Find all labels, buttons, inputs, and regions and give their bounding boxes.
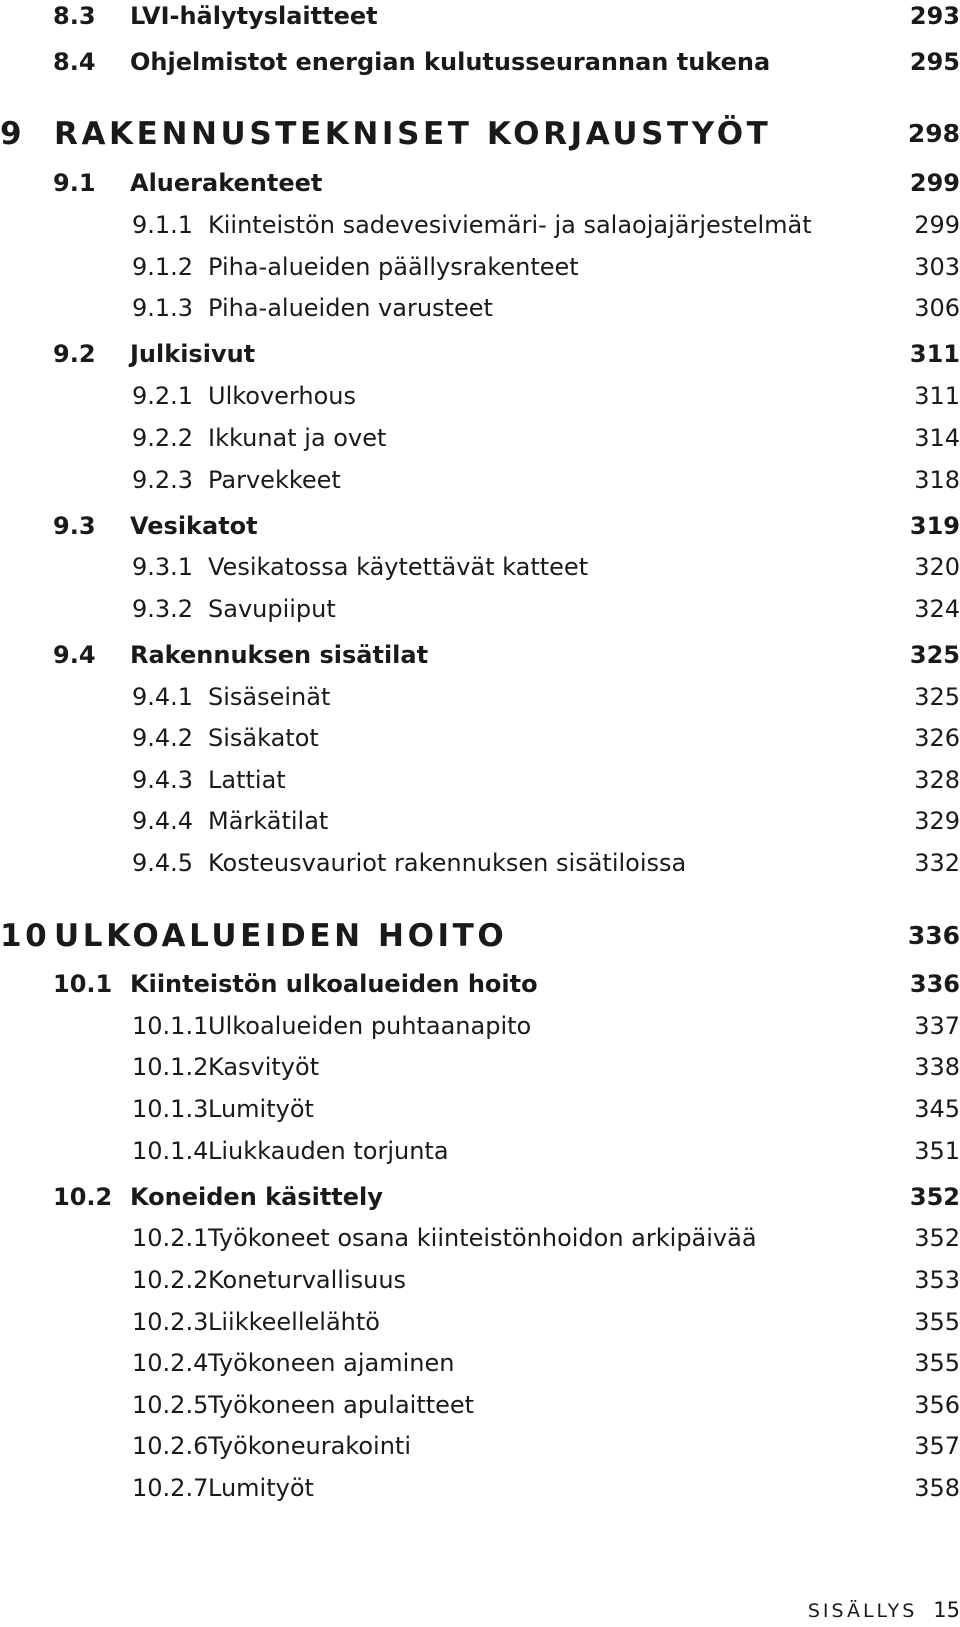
toc-subsection-title: Vesikatossa käytettävät katteet [208, 553, 589, 581]
toc-subsection-row [0, 760, 960, 800]
toc-section-page: 293 [909, 2, 960, 30]
toc-subsection-number: 10.1.4 [132, 1137, 209, 1165]
toc-subsection-page: 306 [914, 294, 960, 322]
toc-subsection-number: 10.2.4 [132, 1349, 209, 1377]
toc-subsection-number: 10.2.6 [132, 1432, 209, 1460]
toc-subsection-title: Savupiiput [208, 595, 336, 623]
toc-section-title: Koneiden käsittely [130, 1183, 383, 1211]
toc-subsection-title: Työkoneen apulaitteet [208, 1391, 475, 1419]
toc-subsection-title: Parvekkeet [208, 466, 341, 494]
toc-subsection-title: Liukkauden torjunta [208, 1137, 449, 1165]
toc-subsection-number: 10.2.7 [132, 1474, 209, 1502]
toc-subsection-row [0, 1006, 960, 1046]
toc-subsection-row [0, 288, 960, 328]
toc-subsection-page: 351 [914, 1137, 960, 1165]
toc-section-page: 325 [909, 641, 960, 669]
toc-subsection-title: Kasvityöt [208, 1053, 320, 1081]
toc-subsection-page: 358 [914, 1474, 960, 1502]
toc-section-title: Julkisivut [130, 340, 256, 368]
toc-subsection-page: 338 [914, 1053, 960, 1081]
toc-subsection-row [0, 460, 960, 500]
toc-section-row [0, 0, 960, 36]
toc-subsection-number: 9.4.4 [132, 807, 194, 835]
toc-subsection-page: 314 [914, 424, 960, 452]
toc-subsection-title: Työkoneen ajaminen [208, 1349, 455, 1377]
toc-subsection-page: 325 [914, 683, 960, 711]
toc-subsection-row [0, 1302, 960, 1342]
footer-section-label: SISÄLLYS [807, 1600, 918, 1622]
toc-subsection-page: 332 [914, 849, 960, 877]
toc-subsection-title: Sisäseinät [208, 683, 331, 711]
toc-subsection-page: 355 [914, 1349, 960, 1377]
toc-subsection-number: 9.2.3 [132, 466, 194, 494]
toc-subsection-page: 345 [914, 1095, 960, 1123]
toc-subsection-title: Lumityöt [208, 1095, 314, 1123]
toc-section-row [0, 163, 960, 203]
toc-subsection-title: Työkoneet osana kiinteistönhoidon arkipäivää [208, 1224, 757, 1252]
toc-subsection-page: 318 [914, 466, 960, 494]
toc-subsection-number: 9.2.2 [132, 424, 194, 452]
toc-subsection-number: 10.2.2 [132, 1266, 209, 1294]
toc-chapter-row [0, 114, 960, 154]
toc-subsection-row [0, 718, 960, 758]
toc-section-page: 352 [909, 1183, 960, 1211]
toc-subsection-row [0, 1468, 960, 1508]
toc-section-row [0, 506, 960, 546]
toc-subsection-page: 337 [914, 1012, 960, 1040]
toc-subsection-title: Työkoneurakointi [208, 1432, 411, 1460]
toc-subsection-title: Märkätilat [208, 807, 329, 835]
toc-chapter-page: 336 [907, 921, 960, 950]
toc-subsection-title: Piha-alueiden varusteet [208, 294, 493, 322]
toc-subsection-row [0, 205, 960, 245]
toc-subsection-title: Ulkoalueiden puhtaanapito [208, 1012, 532, 1040]
toc-subsection-page: 352 [914, 1224, 960, 1252]
toc-section-title: Vesikatot [130, 512, 258, 540]
toc-section-page: 319 [909, 512, 960, 540]
toc-section-number: 9.1 [53, 169, 96, 197]
toc-subsection-title: Ikkunat ja ovet [208, 424, 387, 452]
toc-subsection-title: Ulkoverhous [208, 382, 356, 410]
toc-section-page: 336 [909, 970, 960, 998]
toc-subsection-title: Kosteusvauriot rakennuksen sisätiloissa [208, 849, 687, 877]
toc-section-page: 311 [909, 340, 960, 368]
toc-section-row [0, 334, 960, 374]
toc-section-row [0, 635, 960, 675]
toc-subsection-page: 299 [914, 211, 960, 239]
toc-subsection-page: 311 [914, 382, 960, 410]
toc-subsection-title: Liikkeellelähtö [208, 1308, 380, 1336]
toc-chapter-row [0, 916, 960, 956]
toc-subsection-number: 10.2.3 [132, 1308, 209, 1336]
toc-subsection-title: Lattiat [208, 766, 286, 794]
toc-subsection-page: 326 [914, 724, 960, 752]
toc-subsection-row [0, 1426, 960, 1466]
toc-subsection-number: 10.1.1 [132, 1012, 209, 1040]
toc-section-page: 295 [909, 48, 960, 76]
toc-subsection-number: 9.1.3 [132, 294, 194, 322]
toc-subsection-row [0, 1343, 960, 1383]
toc-subsection-row [0, 1089, 960, 1129]
toc-subsection-row [0, 376, 960, 416]
toc-subsection-page: 356 [914, 1391, 960, 1419]
toc-section-row [0, 964, 960, 1004]
toc-subsection-page: 303 [914, 253, 960, 281]
toc-subsection-title: Koneturvallisuus [208, 1266, 407, 1294]
toc-subsection-number: 9.1.1 [132, 211, 194, 239]
toc-subsection-row [0, 247, 960, 287]
toc-subsection-number: 9.1.2 [132, 253, 194, 281]
toc-section-row [0, 1177, 960, 1217]
toc-subsection-page: 324 [914, 595, 960, 623]
toc-subsection-number: 9.4.2 [132, 724, 194, 752]
toc-subsection-row [0, 843, 960, 883]
toc-section-number: 9.2 [53, 340, 96, 368]
toc-subsection-number: 9.4.5 [132, 849, 194, 877]
toc-subsection-row [0, 801, 960, 841]
toc-subsection-page: 328 [914, 766, 960, 794]
toc-section-title: LVI-hälytyslaitteet [130, 2, 378, 30]
toc-section-number: 8.3 [53, 2, 96, 30]
toc-subsection-title: Lumityöt [208, 1474, 314, 1502]
toc-subsection-row [0, 1260, 960, 1300]
footer-page-number: 15 [933, 1598, 960, 1622]
toc-subsection-number: 9.3.2 [132, 595, 194, 623]
toc-section-title: Rakennuksen sisätilat [130, 641, 429, 669]
toc-subsection-row [0, 547, 960, 587]
toc-subsection-number: 10.1.3 [132, 1095, 209, 1123]
toc-subsection-title: Kiinteistön sadevesiviemäri- ja salaojajärjestelmät [208, 211, 812, 239]
toc-section-number: 9.3 [53, 512, 96, 540]
toc-subsection-page: 320 [914, 553, 960, 581]
toc-subsection-page: 353 [914, 1266, 960, 1294]
toc-subsection-page: 357 [914, 1432, 960, 1460]
toc-section-number: 10.2 [53, 1183, 113, 1211]
toc-chapter-number: 10 [0, 918, 51, 954]
toc-section-title: Ohjelmistot energian kulutusseurannan tukena [130, 48, 771, 76]
toc-section-title: Kiinteistön ulkoalueiden hoito [130, 970, 538, 998]
toc-subsection-number: 9.2.1 [132, 382, 194, 410]
toc-section-title: Aluerakenteet [130, 169, 323, 197]
toc-subsection-number: 9.4.1 [132, 683, 194, 711]
toc-subsection-row [0, 1131, 960, 1171]
toc-section-number: 8.4 [53, 48, 96, 76]
toc-subsection-number: 9.4.3 [132, 766, 194, 794]
toc-subsection-number: 9.3.1 [132, 553, 194, 581]
toc-chapter-page: 298 [907, 119, 960, 148]
page-footer [808, 1594, 960, 1626]
toc-subsection-row [0, 589, 960, 629]
toc-subsection-number: 10.2.5 [132, 1391, 209, 1419]
toc-subsection-number: 10.2.1 [132, 1224, 209, 1252]
toc-subsection-row [0, 677, 960, 717]
toc-subsection-number: 10.1.2 [132, 1053, 209, 1081]
toc-section-page: 299 [909, 169, 960, 197]
toc-chapter-number: 9 [0, 116, 26, 152]
toc-subsection-row [0, 418, 960, 458]
toc-subsection-title: Piha-alueiden päällysrakenteet [208, 253, 579, 281]
toc-section-row [0, 42, 960, 82]
toc-subsection-page: 329 [914, 807, 960, 835]
toc-subsection-row [0, 1047, 960, 1087]
toc-subsection-title: Sisäkatot [208, 724, 319, 752]
toc-subsection-row [0, 1385, 960, 1425]
toc-section-number: 10.1 [53, 970, 113, 998]
toc-subsection-row [0, 1218, 960, 1258]
toc-chapter-title: ULKOALUEIDEN HOITO [54, 918, 508, 954]
toc-section-number: 9.4 [53, 641, 96, 669]
toc-subsection-page: 355 [914, 1308, 960, 1336]
toc-chapter-title: RAKENNUSTEKNISET KORJAUSTYÖT [54, 116, 772, 152]
